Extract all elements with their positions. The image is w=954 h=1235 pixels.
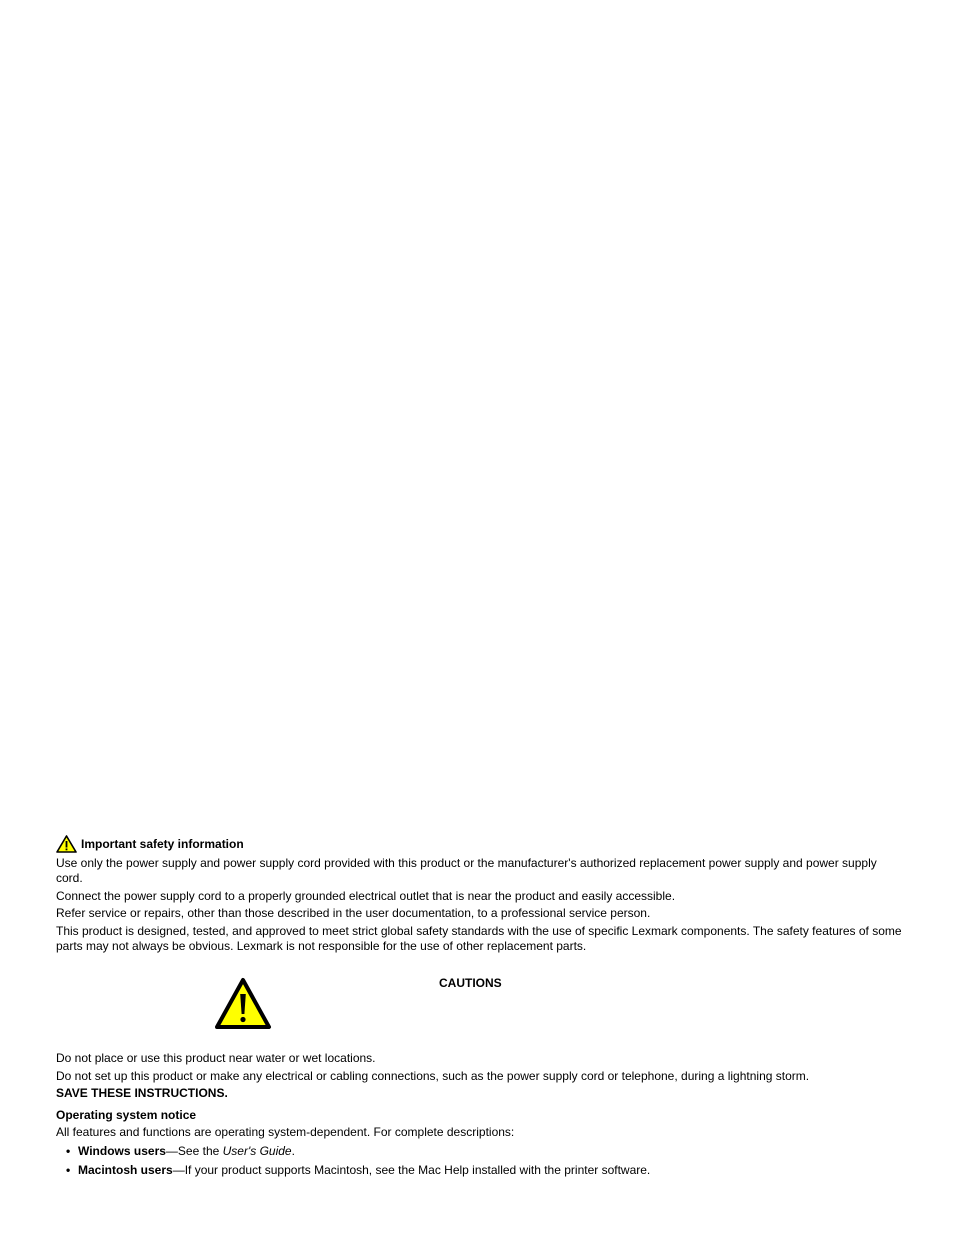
safety-paragraph: This product is designed, tested, and approved to meet strict global safety standards with the use of specific Lexmark components. The safety features of some parts may not always be obvious. Lexmark is not responsible for the use of other replacement parts. — [56, 924, 902, 953]
safety-paragraph: Connect the power supply cord to a properly grounded electrical outlet that is near the product and easily accessible. — [56, 889, 676, 903]
bullet-icon: • — [66, 1163, 71, 1177]
os-notice-intro: All features and functions are operating system-dependent. For complete descriptions: — [56, 1125, 515, 1139]
safety-heading-text: Important safety information — [81, 836, 244, 851]
os-notice-heading: Operating system notice — [56, 1108, 197, 1122]
caution-paragraph: Do not place or use this product near water or wet locations. — [56, 1051, 376, 1065]
safety-paragraph: Use only the power supply and power supply cord provided with this product or the manufacturer's authorized replacement power supply and power supply cord. — [56, 856, 877, 885]
save-instructions-note: SAVE THESE INSTRUCTIONS. — [56, 1086, 228, 1100]
caution-warning-icon — [214, 977, 272, 1030]
bullet-icon: • — [66, 1144, 71, 1158]
safety-heading — [56, 834, 244, 854]
list-item-text: Macintosh users—If your product supports Macintosh, see the Mac Help installed with the printer software. — [78, 1163, 651, 1177]
warning-triangle-icon — [56, 835, 77, 853]
caution-paragraph: Do not set up this product or make any electrical or cabling connections, such as the power supply cord or telephone, during a lightning storm. — [56, 1069, 810, 1083]
list-item — [66, 1163, 650, 1178]
cautions-title: CAUTIONS — [439, 976, 502, 990]
users-guide-reference: User's Guide — [222, 1144, 292, 1158]
list-item — [66, 1144, 295, 1159]
list-item-text: Windows users—See the User's Guide. — [78, 1144, 295, 1158]
safety-paragraph: Refer service or repairs, other than those described in the user documentation, to a professional service person. — [56, 906, 651, 920]
